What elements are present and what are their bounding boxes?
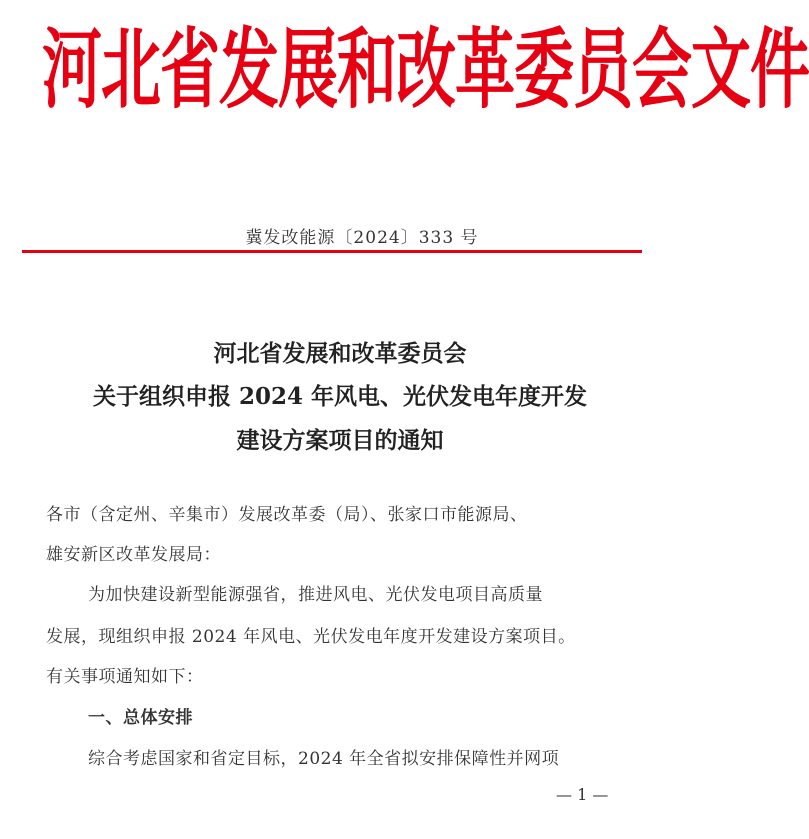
body-line-4: 综合考虑国家和省定目标，2024 年全省拟安排保障性并网项 xyxy=(88,749,560,769)
body-line-2: 发展，现组织申报 2024 年风电、光伏发电年度开发建设方案项目。 xyxy=(46,627,576,647)
body-line-1: 为加快建设新型能源强省，推进风电、光伏发电项目高质量 xyxy=(88,585,543,605)
body-line-3: 有关事项通知如下： xyxy=(46,667,204,687)
notice-title-line-2: 关于组织申报 2024 年风电、光伏发电年度开发 xyxy=(92,383,588,410)
document-number: 冀发改能源〔2024〕333 号 xyxy=(245,228,479,248)
notice-title-line-1: 河北省发展和改革委员会 xyxy=(213,340,467,367)
addressee-line-1: 各市（含定州、辛集市）发展改革委（局）、张家口市能源局、 xyxy=(46,505,528,525)
masthead-title: 河北省发展和改革委员会文件 xyxy=(42,19,809,122)
section-heading: 一、总体安排 xyxy=(88,708,193,728)
addressee-line-2: 雄安新区改革发展局： xyxy=(46,545,221,565)
page-number: — 1 — xyxy=(556,785,609,804)
red-divider xyxy=(22,250,642,253)
notice-title-line-3: 建设方案项目的通知 xyxy=(236,427,444,454)
